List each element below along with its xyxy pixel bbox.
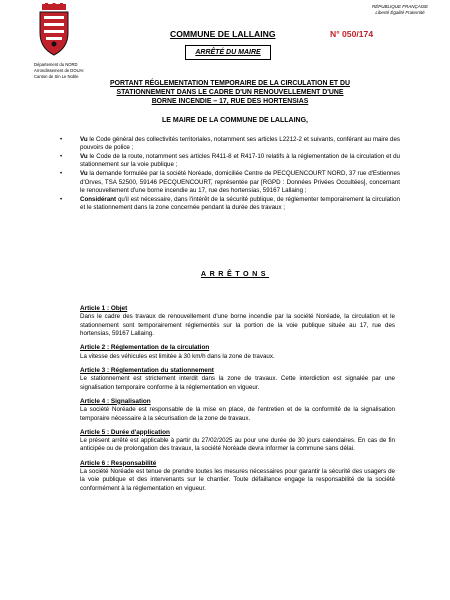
considerant-lead: Considérant <box>80 195 117 203</box>
article-body: Le présent arrêté est applicable à partir du 27/02/2025 au pour une durée de 30 jours calendaires. En cas de fin anticipée ou de prolongation des travaux, la société Noréade devra informer la commune sans délai. <box>80 437 395 453</box>
maire-line: LE MAIRE DE LA COMMUNE DE LALLAING, <box>162 117 308 124</box>
bullet-icon: • <box>60 136 63 143</box>
vu-lead: Vu <box>80 153 88 161</box>
department-info <box>34 62 114 80</box>
articles-section <box>80 305 395 499</box>
bullet-icon: • <box>60 153 63 161</box>
republique-header <box>360 4 440 16</box>
article-title: Article 5 : Durée d'application <box>80 428 170 436</box>
republique-motto: Liberté Égalité Fraternité <box>375 10 425 15</box>
article-3 <box>80 367 395 392</box>
article-body: La vitesse des véhicules est limitée à 30 km/h dans la zone de travaux. <box>80 352 275 360</box>
vu-item <box>60 196 400 212</box>
article-title: Article 2 : Réglementation de la circulation <box>80 344 210 352</box>
vus-list <box>60 136 400 213</box>
vu-item <box>60 170 400 195</box>
department-line: Département du NORD <box>34 62 78 67</box>
arrete-label-box: ARRÊTÉ DU MAIRE <box>185 45 271 60</box>
article-title: Article 3 : Réglementation du stationnement <box>80 366 214 374</box>
article-1 <box>80 305 395 339</box>
arrondissement-line: Arrondissement de DOUAI <box>34 68 84 73</box>
vu-text: le Code de la route, notamment ses articles R411-8 et R417-10 relatifs à la réglementation de la circulation et du stationnement sur la voie publique ; <box>80 153 400 169</box>
article-body: Dans le cadre des travaux de renouvellement d'une borne incendie par la société Noréade, la circulation et le stationnement sont temporairement réglementés sur la portion de la voie publique située au 17, rue des hortensias, 59167 Lallaing. <box>80 313 395 338</box>
vu-item <box>60 153 400 169</box>
republique-label: RÉPUBLIQUE FRANÇAISE <box>371 4 428 9</box>
vu-lead: Vu <box>80 136 88 143</box>
canton-line: Canton de Sin Le Noble <box>34 74 79 79</box>
vu-text: le Code général des collectivités territoriales, notamment ses articles L2212-2 et suivants, conférant au maire des pouvoirs de police ; <box>80 136 400 152</box>
article-title: Article 6 : Responsabilité <box>80 459 157 467</box>
article-body: La société Noréade est tenue de prendre toutes les mesures nécessaires pour garantir la sécurité des usagers de la voie publique et des intervenants sur le chantier. Toute défaillance engage la responsabilité de la société conformément à la réglementation en vigueur. <box>80 467 395 492</box>
article-title: Article 1 : Objet <box>80 305 128 312</box>
arrete-objet: PORTANT RÉGLEMENTATION TEMPORAIRE DE LA CIRCULATION ET DU STATIONNEMENT DANS LE CADRE D'UN RENOUVELLEMENT D'UNE BORNE INCENDIE – 17, RUE DES HORTENSIAS <box>110 80 351 105</box>
bullet-icon: • <box>60 195 63 203</box>
article-body: Le stationnement est strictement interdit dans la zone de travaux. Cette interdiction est signalée par une signalisation temporaire conforme à la réglementation en vigueur. <box>80 375 395 391</box>
article-title: Article 4 : Signalisation <box>80 397 151 405</box>
article-body: La société Noréade est responsable de la mise en place, de l'entretien et de la conformité de la signalisation temporaire nécessaire à la sécurisation de la zone de travaux. <box>80 406 395 422</box>
article-2 <box>80 344 395 361</box>
arretons-heading: ARRÊTONS <box>200 269 270 278</box>
vu-lead: Vu <box>80 170 88 178</box>
vu-item <box>60 136 400 152</box>
article-5 <box>80 429 395 454</box>
town-crest-logo <box>34 3 74 59</box>
considerant-text: qu'il est nécessaire, dans l'intérêt de la sécurité publique, de réglementer temporairement la circulation et le stationnement dans la zone concernée pendant la durée des travaux ; <box>80 195 400 212</box>
vu-text: la demande formulée par la société Noréade, domiciliée Centre de PECQUENCOURT NORD, 37 rue d'Estiennes d'Orves, TSA 52500, 59146 PECQUENCOURT, représentée par [RGPD : Données Privées Occultées], concernant le renouvellement d'une borne incendie au 17, rue des hortensias, 59167 Lallaing ; <box>80 170 400 194</box>
article-6 <box>80 460 395 494</box>
arrete-number: N° 050/174 <box>330 29 374 39</box>
bullet-icon: • <box>60 170 63 178</box>
commune-title: COMMUNE DE LALLAING <box>170 29 276 39</box>
article-4 <box>80 398 395 423</box>
